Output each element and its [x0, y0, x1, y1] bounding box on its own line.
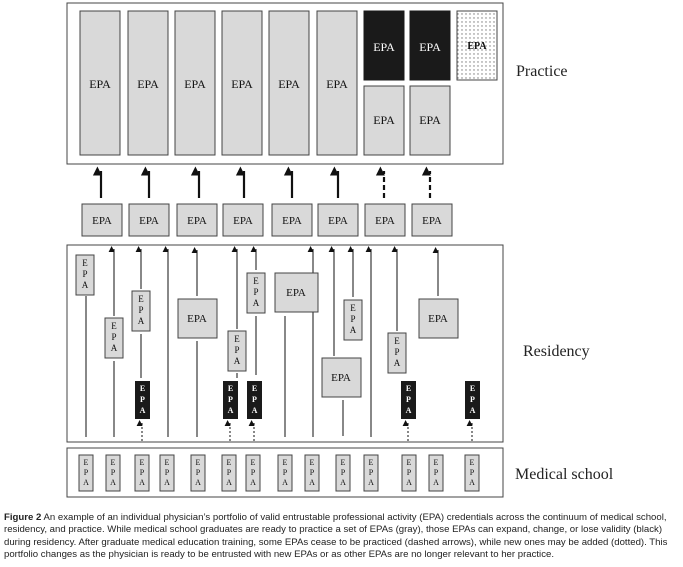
- svg-text:P: P: [406, 468, 412, 477]
- svg-text:A: A: [393, 358, 401, 368]
- svg-text:EPA: EPA: [282, 215, 302, 227]
- svg-text:EPA: EPA: [278, 77, 300, 91]
- svg-text:E: E: [368, 458, 374, 467]
- svg-text:EPA: EPA: [231, 77, 253, 91]
- svg-text:E: E: [226, 458, 232, 467]
- med-school-epa-12: [402, 455, 416, 491]
- svg-text:P: P: [226, 468, 232, 477]
- svg-text:P: P: [250, 468, 256, 477]
- practice-epa-4: [222, 11, 262, 155]
- svg-text:E: E: [282, 458, 288, 467]
- svg-text:E: E: [227, 384, 234, 393]
- practice-epa-2: [128, 11, 168, 155]
- residency-epa-v6: [344, 300, 362, 340]
- svg-text:P: P: [340, 468, 346, 477]
- svg-text:A: A: [340, 478, 346, 487]
- svg-text:E: E: [82, 258, 88, 268]
- transition-epa-1: [82, 204, 122, 236]
- svg-text:A: A: [164, 478, 170, 487]
- svg-text:EPA: EPA: [375, 215, 395, 227]
- svg-text:E: E: [250, 458, 256, 467]
- svg-text:E: E: [164, 458, 170, 467]
- svg-text:E: E: [139, 458, 145, 467]
- svg-text:P: P: [228, 395, 233, 404]
- residency-epa-black-5: [465, 381, 480, 419]
- svg-text:EPA: EPA: [467, 41, 487, 52]
- transition-epa-2: [129, 204, 169, 236]
- svg-text:A: A: [433, 478, 439, 487]
- svg-text:E: E: [138, 294, 144, 304]
- svg-text:E: E: [110, 458, 116, 467]
- transition-epa-3: [177, 204, 217, 236]
- med-school-epa-13: [429, 455, 443, 491]
- practice-arrows: [101, 171, 430, 198]
- practice-epa-8-bottom: [410, 86, 450, 155]
- transition-epa-8: [412, 204, 452, 236]
- residency-epa-sq3: [322, 358, 361, 397]
- residency-epa-sq2: [275, 273, 318, 312]
- svg-text:E: E: [350, 303, 356, 313]
- svg-text:P: P: [138, 305, 144, 315]
- residency-epa-v4: [228, 331, 246, 371]
- svg-text:A: A: [139, 478, 145, 487]
- svg-text:P: P: [252, 395, 257, 404]
- practice-epa-6: [317, 11, 357, 155]
- svg-text:E: E: [394, 336, 400, 346]
- practice-epa-7-bottom: [364, 86, 404, 155]
- svg-text:A: A: [469, 478, 475, 487]
- practice-epa-7-top-black: [364, 11, 404, 80]
- svg-text:E: E: [406, 458, 412, 467]
- residency-epa-black-2: [223, 381, 238, 419]
- med-school-epa-8: [278, 455, 292, 491]
- svg-text:P: P: [309, 468, 315, 477]
- svg-text:P: P: [139, 468, 145, 477]
- svg-text:E: E: [469, 458, 475, 467]
- med-school-epa-2: [106, 455, 120, 491]
- svg-text:P: P: [83, 468, 89, 477]
- svg-text:P: P: [470, 395, 475, 404]
- svg-text:A: A: [110, 478, 116, 487]
- residency-epa-black-4: [401, 381, 416, 419]
- svg-text:A: A: [83, 478, 89, 487]
- svg-text:EPA: EPA: [137, 77, 159, 91]
- svg-text:A: A: [226, 478, 232, 487]
- residency-epa-sq1: [178, 299, 217, 338]
- svg-text:E: E: [111, 321, 117, 331]
- residency-label: Residency: [523, 343, 590, 360]
- practice-epa-3: [175, 11, 215, 155]
- svg-text:P: P: [368, 468, 374, 477]
- svg-text:P: P: [469, 468, 475, 477]
- svg-text:EPA: EPA: [328, 215, 348, 227]
- svg-text:EPA: EPA: [92, 215, 112, 227]
- svg-text:P: P: [234, 345, 240, 355]
- practice-epa-8-top-black: [410, 11, 450, 80]
- svg-text:EPA: EPA: [139, 215, 159, 227]
- practice-epa-1: [80, 11, 120, 155]
- svg-text:EPA: EPA: [428, 313, 448, 325]
- svg-text:EPA: EPA: [326, 77, 348, 91]
- svg-text:EPA: EPA: [89, 77, 111, 91]
- svg-text:EPA: EPA: [373, 40, 395, 54]
- svg-text:P: P: [111, 332, 117, 342]
- svg-text:A: A: [405, 406, 412, 415]
- medical-school-label: Medical school: [515, 466, 614, 483]
- svg-text:P: P: [433, 468, 439, 477]
- svg-text:P: P: [140, 395, 145, 404]
- svg-text:P: P: [394, 347, 400, 357]
- med-school-epa-7: [246, 455, 260, 491]
- svg-text:E: E: [340, 458, 346, 467]
- transition-epa-6: [318, 204, 358, 236]
- svg-text:P: P: [253, 287, 259, 297]
- svg-text:A: A: [282, 478, 288, 487]
- svg-text:EPA: EPA: [422, 215, 442, 227]
- svg-text:E: E: [433, 458, 439, 467]
- svg-text:A: A: [349, 325, 357, 335]
- med-school-epa-10: [336, 455, 350, 491]
- residency-epa-black-3: [247, 381, 262, 419]
- residency-epa-v5: [247, 273, 265, 313]
- svg-text:EPA: EPA: [187, 313, 207, 325]
- svg-text:E: E: [83, 458, 89, 467]
- transition-epa-5: [272, 204, 312, 236]
- svg-text:P: P: [82, 269, 88, 279]
- svg-text:A: A: [252, 298, 260, 308]
- svg-text:P: P: [195, 468, 201, 477]
- residency-epa-v2: [105, 318, 123, 358]
- svg-text:A: A: [368, 478, 374, 487]
- svg-text:A: A: [81, 280, 89, 290]
- med-school-epa-5: [191, 455, 205, 491]
- svg-text:EPA: EPA: [373, 113, 395, 127]
- svg-text:A: A: [137, 316, 145, 326]
- svg-text:E: E: [469, 384, 476, 393]
- svg-text:A: A: [250, 478, 256, 487]
- svg-text:A: A: [251, 406, 258, 415]
- svg-text:EPA: EPA: [419, 113, 441, 127]
- svg-text:EPA: EPA: [233, 215, 253, 227]
- svg-text:E: E: [405, 384, 412, 393]
- residency-epa-v7: [388, 333, 406, 373]
- svg-text:A: A: [139, 406, 146, 415]
- svg-text:A: A: [227, 406, 234, 415]
- svg-text:EPA: EPA: [184, 77, 206, 91]
- practice-epa-9-dotted: [457, 11, 497, 80]
- svg-text:A: A: [309, 478, 315, 487]
- svg-text:E: E: [253, 276, 259, 286]
- residency-epa-black-1: [135, 381, 150, 419]
- svg-text:A: A: [233, 356, 241, 366]
- svg-text:E: E: [251, 384, 258, 393]
- med-school-epa-11: [364, 455, 378, 491]
- practice-epa-5: [269, 11, 309, 155]
- med-school-epa-14: [465, 455, 479, 491]
- svg-text:A: A: [469, 406, 476, 415]
- med-school-epa-1: [79, 455, 93, 491]
- med-school-epa-9: [305, 455, 319, 491]
- svg-text:A: A: [406, 478, 412, 487]
- svg-text:EPA: EPA: [187, 215, 207, 227]
- svg-text:EPA: EPA: [331, 372, 351, 384]
- svg-text:EPA: EPA: [419, 40, 441, 54]
- figure-label: Figure 2: [4, 512, 42, 523]
- svg-text:P: P: [164, 468, 170, 477]
- figure-caption: [4, 512, 680, 561]
- svg-text:P: P: [406, 395, 411, 404]
- residency-epa-v3: [132, 291, 150, 331]
- svg-text:A: A: [110, 343, 118, 353]
- svg-text:EPA: EPA: [286, 287, 306, 299]
- svg-text:E: E: [309, 458, 315, 467]
- svg-text:P: P: [282, 468, 288, 477]
- svg-text:P: P: [110, 468, 116, 477]
- svg-text:E: E: [195, 458, 201, 467]
- svg-text:A: A: [195, 478, 201, 487]
- residency-epa-sq4: [419, 299, 458, 338]
- transition-epa-4: [223, 204, 263, 236]
- caption-text: An example of an individual physician’s portfolio of valid entrustable professional activity (EPA) credentials across the continuum of medical school, residency, and practice. While medical school graduates are ready to practice a set of EPAs (gray), those EPAs can expand, change, or lose validity (black) during residency. After graduate medical education training, some EPAs cease to be practiced (dashed arrows), while new ones may be added (dotted). This portfolio changes as the physician is ready to be entrusted with new EPAs or as other EPAs are no longer relevant to her practice.: [4, 512, 668, 560]
- svg-text:E: E: [234, 334, 240, 344]
- svg-text:E: E: [139, 384, 146, 393]
- med-school-epa-6: [222, 455, 236, 491]
- residency-epa-v1: [76, 255, 94, 295]
- practice-label: Practice: [516, 63, 568, 80]
- transition-epas: [82, 204, 452, 236]
- med-school-epa-4: [160, 455, 174, 491]
- med-school-epa-3: [135, 455, 149, 491]
- svg-text:P: P: [350, 314, 356, 324]
- transition-epa-7: [365, 204, 405, 236]
